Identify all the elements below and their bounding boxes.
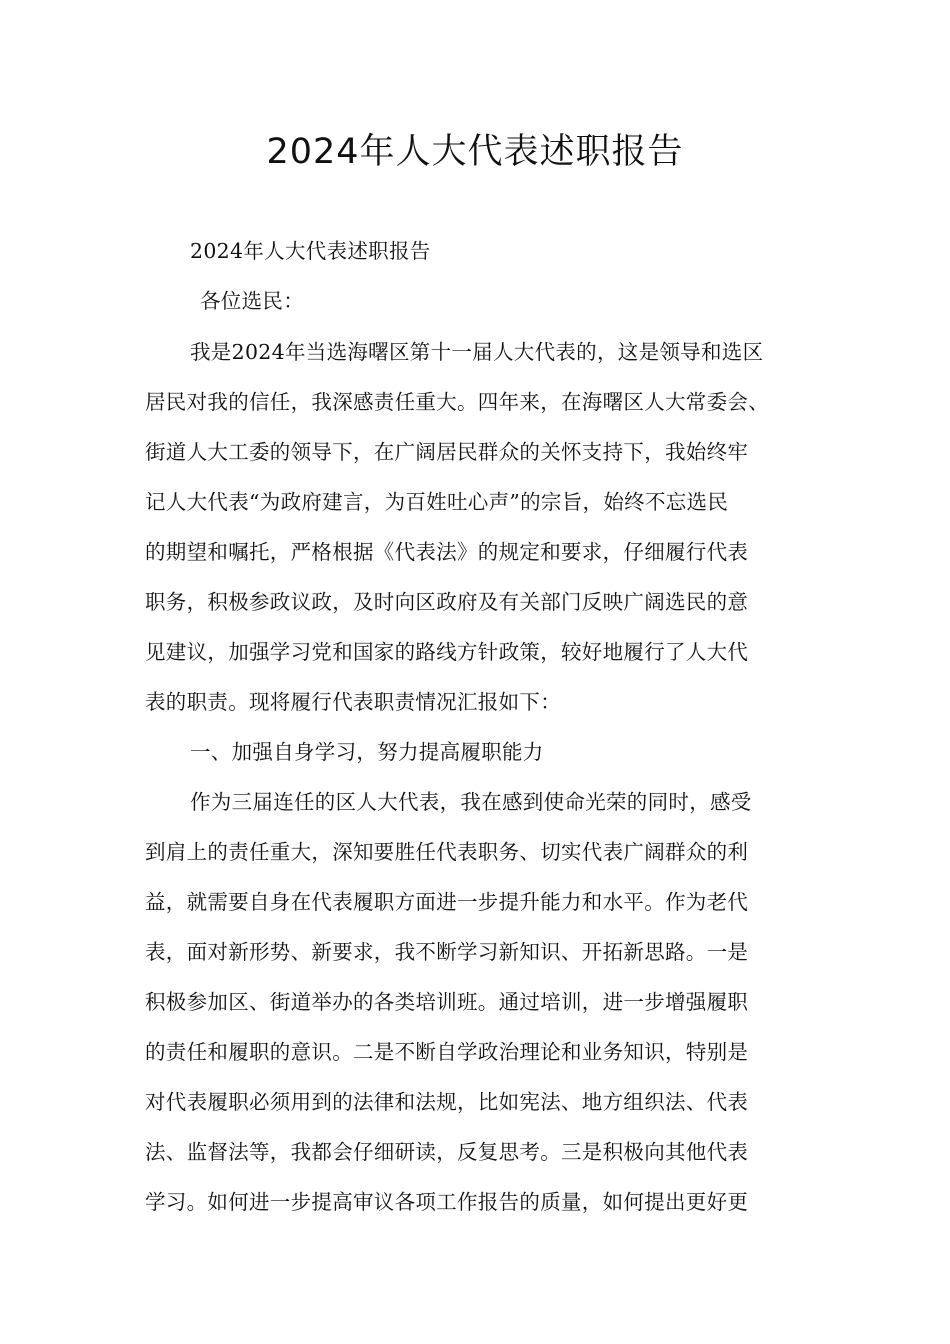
paragraph-line: 积极参加区、街道举办的各类培训班。通过培训，进一步增强履职 bbox=[145, 990, 749, 1014]
paragraph-line: 街道人大工委的领导下，在广阔居民群众的关怀支持下，我始终牢 bbox=[145, 440, 749, 464]
paragraph-line: 表，面对新形势、新要求，我不断学习新知识、开拓新思路。一是 bbox=[145, 940, 749, 964]
paragraph-line: 益，就需要自身在代表履职方面进一步提升能力和水平。作为老代 bbox=[145, 890, 749, 914]
salutation-line: 各位选民： bbox=[200, 289, 304, 313]
paragraph-line: 我是2024年当选海曙区第十一届人大代表的，这是领导和选区 bbox=[190, 340, 764, 364]
page-title: 2024年人大代表述职报告 bbox=[266, 132, 684, 172]
paragraph-line: 对代表履职必须用到的法律和法规，比如宪法、地方组织法、代表 bbox=[145, 1090, 749, 1114]
section-heading: 一、加强自身学习，努力提高履职能力 bbox=[190, 740, 544, 764]
paragraph-line: 法、监督法等，我都会仔细研读，反复思考。三是积极向其他代表 bbox=[145, 1140, 749, 1164]
paragraph-line: 的责任和履职的意识。二是不断自学政治理论和业务知识，特别是 bbox=[145, 1040, 749, 1064]
paragraph-line: 职务，积极参政议政，及时向区政府及有关部门反映广阔选民的意 bbox=[145, 590, 749, 614]
paragraph-line: 表的职责。现将履行代表职责情况汇报如下： bbox=[145, 690, 561, 714]
paragraph-line: 的期望和嘱托，严格根据《代表法》的规定和要求，仔细履行代表 bbox=[145, 540, 749, 564]
paragraph-line: 见建议，加强学习党和国家的路线方针政策，较好地履行了人大代 bbox=[145, 640, 749, 664]
subtitle-line: 2024年人大代表述职报告 bbox=[190, 239, 431, 263]
paragraph-line: 到肩上的责任重大，深知要胜任代表职务、切实代表广阔群众的利 bbox=[145, 840, 749, 864]
paragraph-line: 记人大代表“为政府建言，为百姓吐心声”的宗旨，始终不忘选民 bbox=[145, 490, 729, 514]
paragraph-line: 学习。如何进一步提高审议各项工作报告的质量，如何提出更好更 bbox=[145, 1190, 749, 1214]
paragraph-line: 作为三届连任的区人大代表，我在感到使命光荣的同时，感受 bbox=[190, 790, 752, 814]
paragraph-line: 居民对我的信任，我深感责任重大。四年来，在海曙区人大常委会、 bbox=[145, 390, 769, 414]
